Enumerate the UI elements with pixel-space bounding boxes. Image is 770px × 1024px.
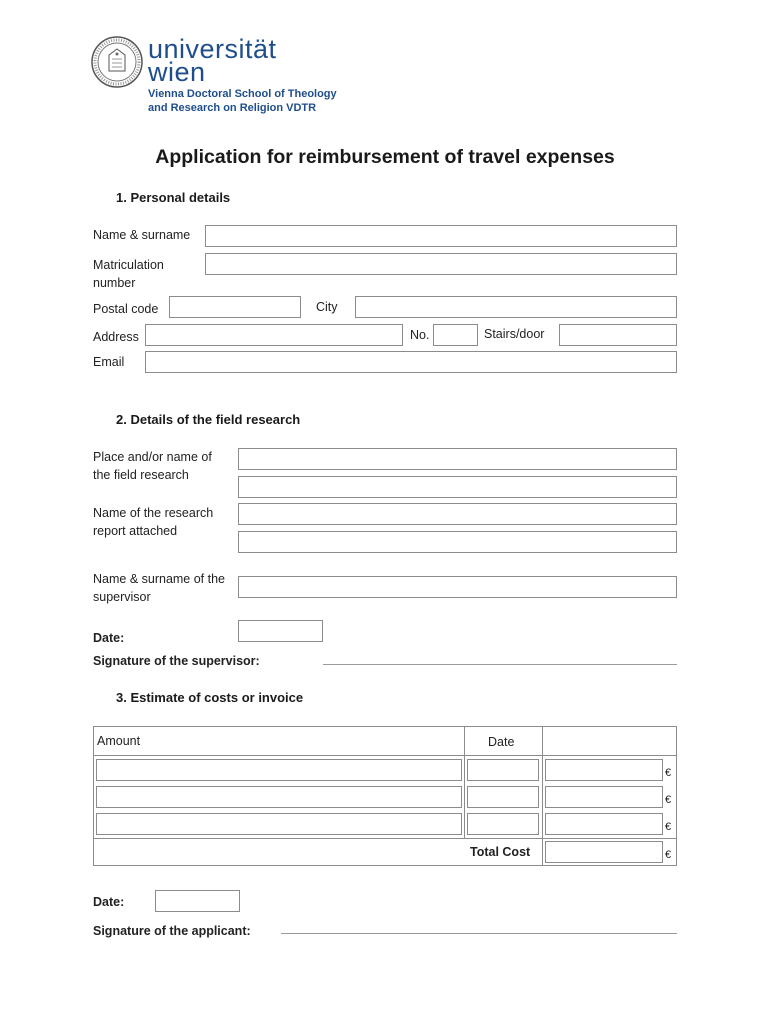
address-label: Address	[93, 330, 139, 344]
matriculation-label-line2: number	[93, 276, 136, 290]
section-field-research-heading: 2. Details of the field research	[116, 412, 301, 427]
applicant-date-input[interactable]	[155, 890, 240, 912]
supervisor-name-input[interactable]	[238, 576, 677, 598]
cost-value-input-2[interactable]	[545, 786, 663, 808]
cost-value-input-1[interactable]	[545, 759, 663, 781]
page-title: Application for reimbursement of travel expenses	[155, 146, 615, 168]
cost-date-input-3[interactable]	[467, 813, 539, 835]
postal-code-input[interactable]	[169, 296, 301, 318]
place-input-line2[interactable]	[238, 476, 677, 498]
place-input-line1[interactable]	[238, 448, 677, 470]
city-label: City	[316, 300, 338, 314]
logo-wordmark-line2: wien	[148, 57, 206, 87]
address-input[interactable]	[145, 324, 403, 346]
house-number-label: No.	[410, 328, 430, 342]
costs-table-divider	[464, 726, 465, 838]
cost-amount-input-1[interactable]	[96, 759, 462, 781]
cost-date-input-1[interactable]	[467, 759, 539, 781]
city-input[interactable]	[355, 296, 677, 318]
report-label-line1: Name of the research	[93, 506, 214, 520]
applicant-signature-label: Signature of the applicant:	[93, 924, 251, 938]
report-input-line2[interactable]	[238, 531, 677, 553]
school-name-line2: and Research on Religion VDTR	[148, 102, 317, 114]
supervisor-signature-line[interactable]	[323, 664, 677, 665]
costs-table-divider	[93, 838, 677, 839]
matriculation-number-input[interactable]	[205, 253, 677, 275]
logo-wordmark-line1: universität	[148, 34, 277, 64]
school-name-line1: Vienna Doctoral School of Theology	[148, 88, 337, 100]
matriculation-label-line1: Matriculation	[93, 258, 164, 272]
date-column-header: Date	[488, 735, 515, 749]
place-label-line1: Place and/or name of	[93, 450, 212, 464]
cost-date-input-2[interactable]	[467, 786, 539, 808]
amount-column-header: Amount	[97, 734, 141, 748]
applicant-signature-line[interactable]	[281, 933, 677, 934]
cost-amount-input-2[interactable]	[96, 786, 462, 808]
university-seal-icon	[90, 35, 144, 89]
supervisor-date-label: Date:	[93, 631, 125, 645]
euro-symbol: €	[665, 849, 672, 861]
place-label-line2: the field research	[93, 468, 189, 482]
section-personal-details-heading: 1. Personal details	[116, 190, 231, 205]
cost-value-input-3[interactable]	[545, 813, 663, 835]
euro-symbol: €	[665, 821, 672, 833]
cost-amount-input-3[interactable]	[96, 813, 462, 835]
applicant-date-label: Date:	[93, 895, 125, 909]
name-surname-input[interactable]	[205, 225, 677, 247]
euro-symbol: €	[665, 767, 672, 779]
email-input[interactable]	[145, 351, 677, 373]
stairs-door-label: Stairs/door	[484, 327, 545, 341]
report-input-line1[interactable]	[238, 503, 677, 525]
report-label-line2: report attached	[93, 524, 178, 538]
costs-table-divider	[93, 755, 677, 756]
house-number-input[interactable]	[433, 324, 478, 346]
supervisor-date-input[interactable]	[238, 620, 323, 642]
total-cost-label: Total Cost	[470, 845, 531, 859]
supervisor-label-line2: supervisor	[93, 590, 151, 604]
section-costs-heading: 3. Estimate of costs or invoice	[116, 690, 304, 705]
costs-table-divider	[542, 726, 543, 866]
supervisor-label-line1: Name & surname of the	[93, 572, 226, 586]
name-surname-label: Name & surname	[93, 228, 191, 242]
total-cost-input[interactable]	[545, 841, 663, 863]
postal-code-label: Postal code	[93, 302, 159, 316]
email-label: Email	[93, 355, 125, 369]
supervisor-signature-label: Signature of the supervisor:	[93, 654, 260, 668]
euro-symbol: €	[665, 794, 672, 806]
stairs-door-input[interactable]	[559, 324, 677, 346]
